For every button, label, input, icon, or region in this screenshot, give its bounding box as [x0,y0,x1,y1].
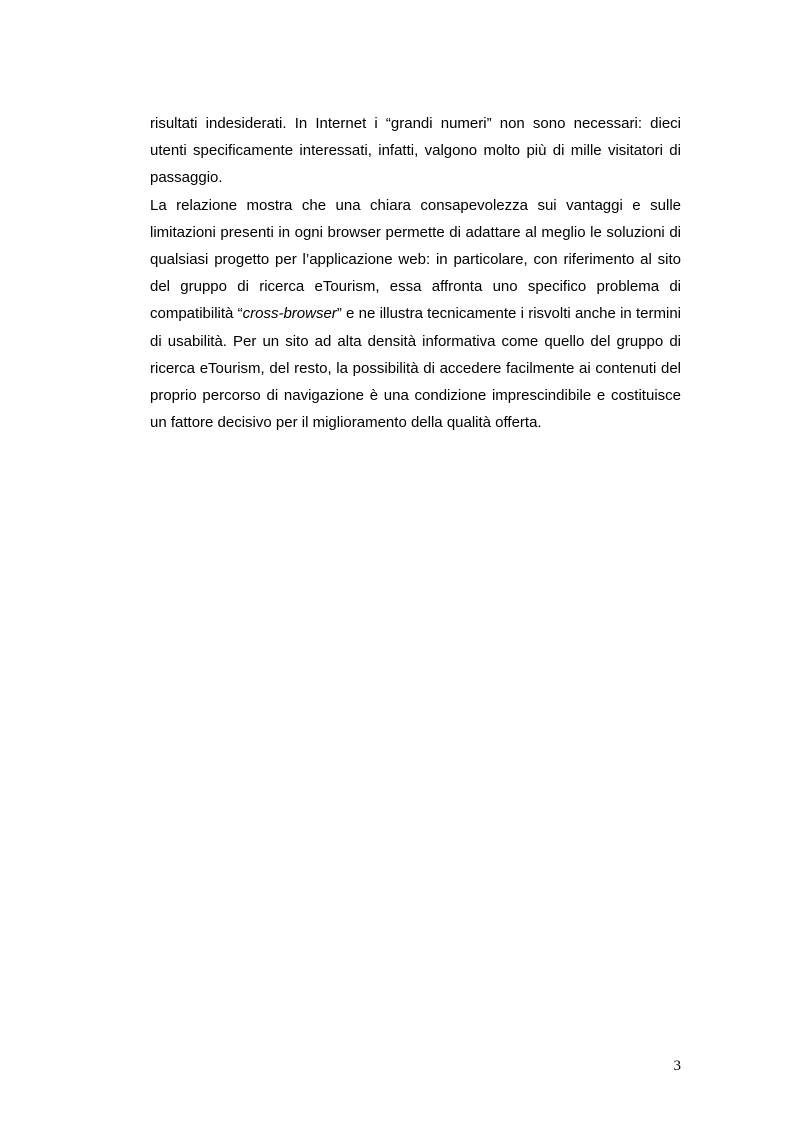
paragraph [150,192,681,437]
page-number: 3 [673,1058,681,1074]
body-text [150,110,681,436]
paragraph: risultati indesiderati. In Internet i “grandi numeri” non sono necessari: dieci utenti specificamente interessati, infatti, valgono molto più di mille visitatori di passaggio. [150,115,681,187]
paragraph-text: ” e ne illustra tecnicamente i risvolti anche in termini di usabilità. Per un sito ad alta densità informativa come quello del gruppo di ricerca eTourism, del resto, la possibilità di accedere facilmente ai contenuti del proprio percorso di navigazione è una condizione imprescindibile e costituisce un fattore decisivo per il miglioramento della qualità offerta. [150,305,681,432]
italic-term: cross-browser [242,305,337,323]
paragraph-text: La relazione mostra che una chiara consapevolezza sui vantaggi e sulle limitazioni presenti in ogni browser permette di adattare al meglio le soluzioni di qualsiasi progetto per l’applicazione web: in particolare, con riferimento al sito del gruppo di ricerca eTourism, essa affronta uno specifico problema di compatibilità “ [150,196,681,323]
